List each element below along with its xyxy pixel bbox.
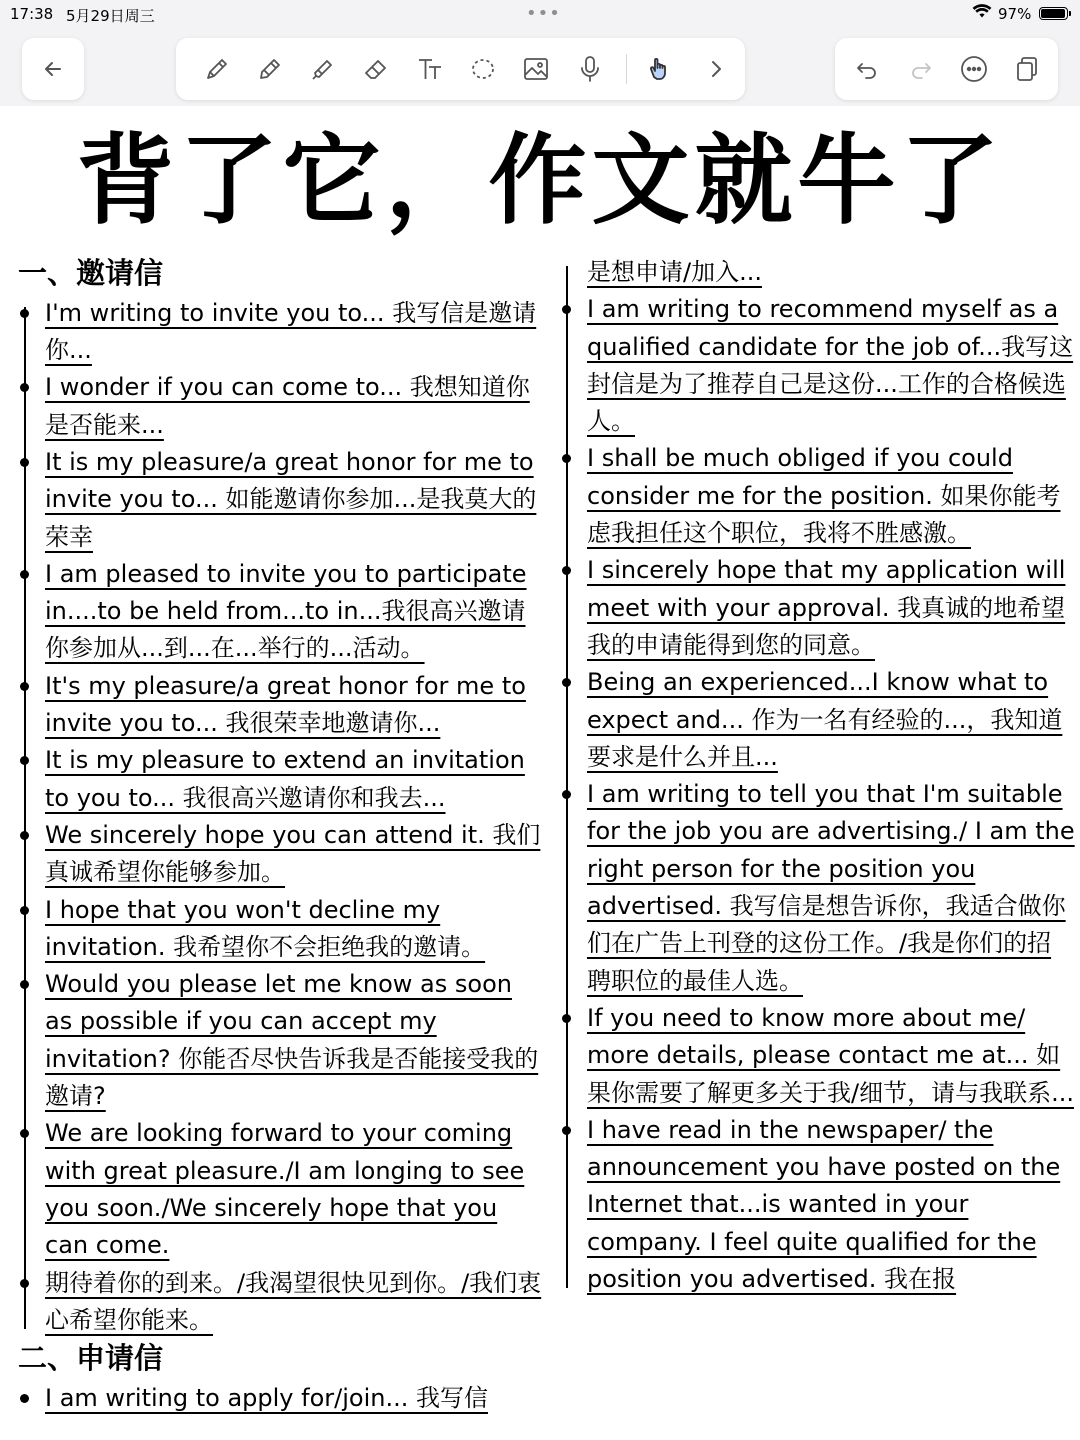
pages-icon[interactable] — [1010, 52, 1044, 86]
battery-icon — [1039, 7, 1068, 20]
list-item: I sincerely hope that my application will meet with your approval. 我真诚的地希望我的申请能得到您的同意。 — [560, 552, 1075, 664]
list-item: 期待着你的到来。/我渴望很快见到你。/我们衷心希望你能来。 — [18, 1265, 543, 1340]
list-item: I am pleased to invite you to participate in....to be held from...to in...我很高兴邀请你参加从...到...在...举行的...活动。 — [18, 556, 543, 668]
list-item: I am writing to tell you that I'm suitable for the job you are advertising./ I am the right person for the position you advertised. 我写信是想告诉你，我适合做你们在广告上刊登的这份工作。/我是你们的招聘职位的最佳人选。 — [560, 776, 1075, 1000]
application-list — [560, 254, 1075, 1298]
list-item: If you need to know more about me/ more details, please contact me at... 如果你需要了解更多关于我/细节，请与我联系... — [560, 1000, 1075, 1112]
tools-card — [176, 38, 745, 100]
list-item: It is my pleasure to extend an invitation to you to... 我很高兴邀请你和我去... — [18, 742, 543, 817]
list-item: Being an experienced...I know what to expect and... 作为一名有经验的...，我知道要求是什么并且... — [560, 664, 1075, 776]
right-column — [560, 254, 1075, 1298]
list-item: We are looking forward to your coming with great pleasure./I am longing to see you soon./We sincerely hope that you can come. — [18, 1115, 543, 1264]
section-heading-invitation: 一、邀请信 — [18, 256, 164, 290]
list-item: I am writing to apply for/join... 我写信 — [18, 1380, 543, 1417]
highlighter-icon[interactable] — [306, 52, 340, 86]
list-item: I am writing to recommend myself as a qualified candidate for the job of...我写这封信是为了推荐自己是这份...工作的合格候选人。 — [560, 291, 1075, 440]
list-item: I hope that you won't decline my invitation. 我希望你不会拒绝我的邀请。 — [18, 892, 543, 967]
pencil-icon[interactable] — [253, 52, 287, 86]
section-heading-application: 二、申请信 — [18, 1341, 164, 1376]
list-item: We sincerely hope you can attend it. 我们真诚希望你能够参加。 — [18, 817, 543, 892]
multitasking-dots-icon[interactable]: ••• — [526, 3, 561, 24]
list-item: It's my pleasure/a great honor for me to invite you to... 我很荣幸地邀请你... — [18, 668, 543, 743]
back-arrow-icon[interactable] — [36, 52, 70, 86]
actions-card — [835, 38, 1058, 100]
back-card — [22, 38, 84, 100]
page-title: 背了它，作文就牛了 — [76, 124, 1004, 238]
microphone-icon[interactable] — [573, 52, 607, 86]
invitation-list — [18, 295, 543, 1339]
undo-icon[interactable] — [850, 52, 884, 86]
text-tool-icon[interactable] — [413, 52, 447, 86]
list-item: I'm writing to invite you to... 我写信是邀请你... — [18, 295, 543, 370]
redo-icon[interactable] — [904, 52, 938, 86]
eraser-icon[interactable] — [359, 52, 393, 86]
list-item: I wonder if you can come to... 我想知道你是否能来... — [18, 369, 543, 444]
battery-percent: 97% — [998, 5, 1032, 23]
application-list-start — [18, 1380, 543, 1417]
toolbar-separator — [626, 54, 627, 84]
lasso-icon[interactable] — [466, 52, 500, 86]
list-item: I shall be much obliged if you could consider me for the position. 如果你能考虑我担任这个职位，我将不胜感激。 — [560, 440, 1075, 552]
list-item-continuation: 是想申请/加入... — [587, 258, 762, 286]
chevron-right-icon[interactable] — [699, 52, 733, 86]
hand-touch-icon[interactable] — [643, 52, 677, 86]
list-item: I have read in the newspaper/ the announcement you have posted on the Internet that...is wanted in your company. I feel quite qualified for the position you advertised. 我在报 — [560, 1112, 1075, 1298]
status-time: 17:38 — [10, 5, 54, 23]
left-column — [18, 254, 543, 1417]
more-icon[interactable] — [957, 52, 991, 86]
list-item: It is my pleasure/a great honor for me to invite you to... 如能邀请你参加...是我莫大的荣幸 — [18, 444, 543, 556]
wifi-icon — [972, 3, 992, 23]
status-bar — [0, 0, 1080, 28]
list-item: Would you please let me know as soon as possible if you can accept my invitation? 你能否尽快告诉我是否能接受我的邀请? — [18, 966, 543, 1115]
image-icon[interactable] — [519, 52, 553, 86]
pen-icon[interactable] — [200, 52, 234, 86]
status-date: 5月29日周三 — [66, 7, 155, 25]
